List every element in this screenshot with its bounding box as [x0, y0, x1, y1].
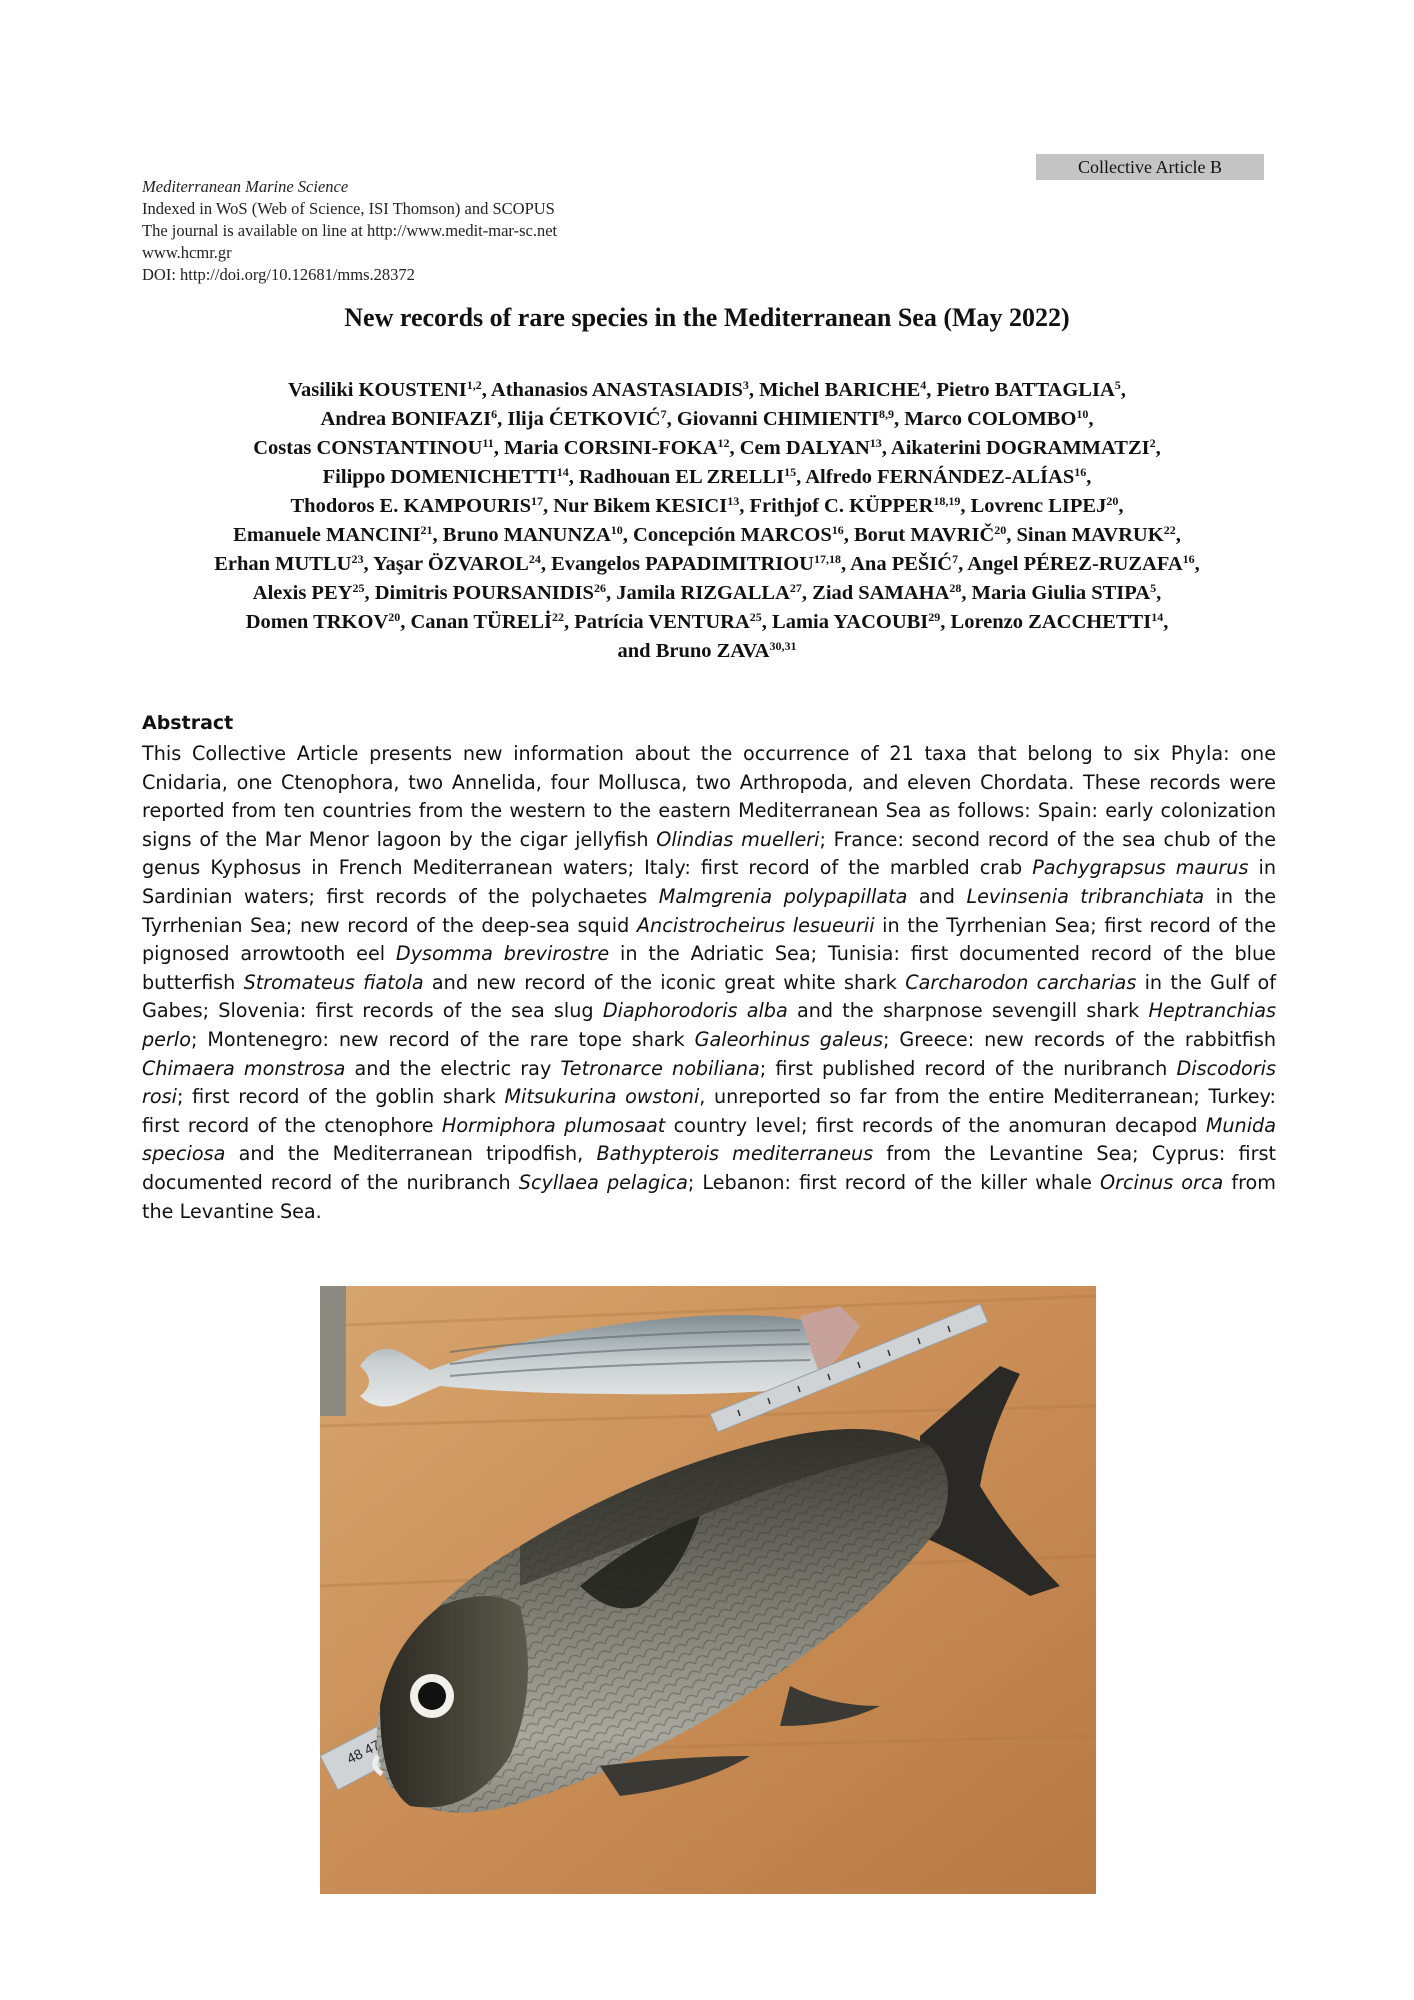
species-name: Heptranchias perlo	[142, 999, 1276, 1051]
species-name: Malmgrenia polypapillata	[658, 884, 908, 908]
species-name: Carcharodon carcharias	[905, 970, 1137, 994]
author-affiliation: 2	[1149, 436, 1156, 450]
author-name: Aikaterini DOGRAMMATZI	[890, 437, 1150, 459]
species-name: Hormiphora plumosaat	[441, 1113, 666, 1137]
author-line: Costas CONSTANTINOU$^{11}$, Maria CORSINI-FOKA$^{12}$, Cem DALYAN$^{13}$, Aikaterini DOGRAMMATZI$^2$,	[253, 436, 1161, 459]
author-affiliation: 13	[869, 436, 882, 450]
author-line: Domen TRKOV$^{20}$, Canan TÜRELİ$^{22}$, Patrícia VENTURA$^{25}$, Lamia YACOUBI$^{29}$, Lorenzo ZACCHETTI$^{14}$,	[245, 610, 1169, 633]
author-affiliation: 16	[1182, 552, 1195, 566]
author-affiliation: 4	[920, 378, 927, 392]
author-affiliation: 16	[1074, 465, 1087, 479]
author-affiliation: 7	[660, 407, 667, 421]
author-conjunction: and	[617, 640, 656, 662]
species-name: Bathypterois mediterraneus	[596, 1142, 874, 1166]
author-affiliation: 11	[482, 436, 494, 450]
author-affiliation: 20	[388, 610, 401, 624]
author-affiliation: 10	[610, 523, 623, 537]
author-name: Canan TÜRELİ	[410, 611, 552, 633]
author-name: Alexis PEY	[252, 582, 353, 604]
author-name: Erhan MUTLU	[214, 553, 352, 575]
author-name: Borut MAVRIČ	[854, 524, 995, 546]
author-affiliation: 3	[742, 378, 749, 392]
author-name: Athanasios ANASTASIADIS	[490, 379, 743, 401]
author-name: Vasiliki KOUSTENI	[288, 379, 467, 401]
article-type-badge: Collective Article B	[1036, 154, 1264, 180]
species-name: Olindias muelleri	[656, 827, 820, 851]
author-affiliation: 8,9	[879, 407, 895, 421]
author-line: Erhan MUTLU$^{23}$, Yaşar ÖZVAROL$^{24}$, Evangelos PAPADIMITRIOU$^{17,18}$, Ana PEŠIĆ$^7$, Angel PÉREZ-RUZAFA$^{16}$,	[214, 552, 1200, 575]
author-name: Thodoros E. KAMPOURIS	[290, 495, 532, 517]
author-name: Sinan MAVRUK	[1016, 524, 1164, 546]
author-line: Alexis PEY$^{25}$, Dimitris POURSANIDIS$^{26}$, Jamila RIZGALLA$^{27}$, Ziad SAMAHA$^{28}$, Maria Giulia STIPA$^5$,	[252, 581, 1162, 604]
author-name: Michel BARICHE	[759, 379, 921, 401]
author-affiliation: 5	[1150, 581, 1157, 595]
author-affiliation: 20	[1106, 494, 1119, 508]
author-affiliation: 26	[593, 581, 606, 595]
species-name: Pachygrapsus maurus	[1032, 856, 1249, 880]
author-affiliation: 25	[749, 610, 762, 624]
author-name: Ziad SAMAHA	[812, 582, 950, 604]
website-link[interactable]: www.hcmr.gr	[142, 243, 232, 262]
author-name: Filippo DOMENICHETTI	[322, 466, 557, 488]
author-affiliation: 14	[556, 465, 569, 479]
species-name: Levinsenia tribranchiata	[966, 884, 1205, 908]
ruler-numbers: 48 47	[344, 1736, 383, 1767]
author-line: Vasiliki KOUSTENI$^{1,2}$, Athanasios ANASTASIADIS$^3$, Michel BARICHE$^4$, Pietro BATTAGLIA$^5$,	[288, 378, 1126, 401]
author-affiliation: 20	[994, 523, 1007, 537]
author-line: Filippo DOMENICHETTI$^{14}$, Radhouan EL ZRELLI$^{15}$, Alfredo FERNÁNDEZ-ALÍAS$^{16}$,	[322, 465, 1092, 488]
author-name: Bruno ZAVA	[655, 640, 770, 662]
author-name: Lamia YACOUBI	[772, 611, 929, 633]
author-line: Andrea BONIFAZI$^6$, Ilija ĆETKOVIĆ$^7$, Giovanni CHIMIENTI$^{8,9}$, Marco COLOMBO$^{10}$,	[320, 407, 1094, 430]
author-affiliation: 22	[1163, 523, 1176, 537]
author-affiliation: 17	[531, 494, 544, 508]
author-affiliation: 16	[831, 523, 844, 537]
author-name: Domen TRKOV	[245, 611, 389, 633]
author-name: Patrícia VENTURA	[574, 611, 750, 633]
journal-name: Mediterranean Marine Science	[142, 177, 349, 196]
author-affiliation: 12	[717, 436, 730, 450]
author-line: Emanuele MANCINI$^{21}$, Bruno MANUNZA$^{10}$, Concepción MARCOS$^{16}$, Borut MAVRIČ$^{20}$, Sinan MAVRUK$^{22}$,	[233, 523, 1181, 546]
article-title: New records of rare species in the Mediterranean Sea (May 2022)	[344, 303, 1070, 332]
author-name: Emanuele MANCINI	[233, 524, 421, 546]
author-name: Lorenzo ZACCHETTI	[950, 611, 1152, 633]
doi-link[interactable]: DOI: http://doi.org/10.12681/mms.28372	[142, 265, 415, 284]
species-name: Stromateus fiatola	[243, 970, 424, 994]
author-name: Nur Bikem KESICI	[553, 495, 728, 517]
author-affiliation: 7	[952, 552, 959, 566]
author-name: Jamila RIZGALLA	[616, 582, 790, 604]
author-affiliation: 18,19	[933, 494, 961, 508]
journal-info	[142, 176, 842, 286]
author-name: Frithjof C. KÜPPER	[749, 495, 934, 517]
fish-photo	[320, 1286, 1096, 1894]
author-name: Angel PÉREZ-RUZAFA	[967, 553, 1183, 575]
author-line: Thodoros E. KAMPOURIS$^{17}$, Nur Bikem KESICI$^{13}$, Frithjof C. KÜPPER$^{18,19}$, Lovrenc LIPEJ$^{20}$,	[290, 494, 1124, 517]
species-name: Orcinus orca	[1100, 1170, 1224, 1194]
author-affiliation: 27	[789, 581, 802, 595]
species-name: Dysomma brevirostre	[395, 942, 610, 966]
author-affiliation: 22	[551, 610, 564, 624]
author-name: Giovanni CHIMIENTI	[676, 408, 880, 430]
author-name: Evangelos PAPADIMITRIOU	[551, 553, 814, 575]
species-name: Munida speciosa	[142, 1113, 1276, 1166]
tray-edge	[320, 1286, 346, 1416]
author-name: Marco COLOMBO	[904, 408, 1077, 430]
species-name: Tetronarce nobiliana	[560, 1056, 760, 1080]
species-name: Ancistrocheirus lesueurii	[636, 913, 875, 937]
author-affiliation: 15	[784, 465, 797, 479]
author-list	[150, 376, 1264, 666]
author-name: Lovrenc LIPEJ	[970, 495, 1107, 517]
author-affiliation: 25	[352, 581, 365, 595]
species-name: Scyllaea pelagica	[518, 1170, 688, 1194]
author-name: Dimitris POURSANIDIS	[374, 582, 594, 604]
author-name: Maria CORSINI-FOKA	[503, 437, 718, 459]
online-line: The journal is available on line at http://www.medit-mar-sc.net	[142, 221, 558, 240]
author-name: Ilija ĆETKOVIĆ	[507, 408, 661, 430]
author-affiliation: 13	[727, 494, 740, 508]
author-affiliation: 24	[528, 552, 541, 566]
author-affiliation: 6	[491, 407, 498, 421]
author-affiliation: 17,18	[814, 552, 841, 566]
author-name: Ana PEŠIĆ	[850, 553, 953, 575]
author-name: Cem DALYAN	[739, 437, 870, 459]
author-name: Radhouan EL ZRELLI	[579, 466, 785, 488]
author-line	[150, 637, 1264, 666]
author-affiliation: 1,2	[466, 378, 482, 392]
author-affiliation: 21	[420, 523, 433, 537]
author-name: Costas CONSTANTINOU	[253, 437, 483, 459]
author-name: Pietro BATTAGLIA	[936, 379, 1115, 401]
species-name: Discodoris rosi	[142, 1056, 1276, 1109]
author-name: Alfredo FERNÁNDEZ-ALÍAS	[805, 466, 1075, 488]
author-affiliation: 28	[949, 581, 962, 595]
indexing-line: Indexed in WoS (Web of Science, ISI Thomson) and SCOPUS	[142, 199, 555, 218]
species-name: Mitsukurina owstoni	[504, 1085, 700, 1109]
species-name: Diaphorodoris alba	[602, 999, 788, 1023]
author-affiliation: 30,31	[769, 639, 797, 653]
author-affiliation: 14	[1151, 610, 1164, 624]
species-name: Galeorhinus galeus	[694, 1027, 884, 1051]
author-affiliation: 23	[351, 552, 364, 566]
author-affiliation: 29	[928, 610, 941, 624]
species-name: Chimaera monstrosa	[142, 1056, 346, 1080]
author-name: Concepción MARCOS	[633, 524, 832, 546]
author-name: Bruno MANUNZA	[442, 524, 611, 546]
author-name: Maria Giulia STIPA	[971, 582, 1151, 604]
author-affiliation: 5	[1114, 378, 1121, 392]
abstract-heading: Abstract	[142, 712, 234, 734]
author-name: Andrea BONIFAZI	[320, 408, 492, 430]
author-affiliation: 10	[1076, 407, 1089, 421]
abstract-text: This Collective Article presents new information about the occurrence of 21 taxa that belong to six Phyla: one Cnidaria, one Ctenophora, two Annelida, four Mollusca, two Arthropoda, and eleven Chordata. These records were reported from ten countries from the western to the eastern Mediterranean Sea as follows: Spain: early colonization signs of the Mar Menor lagoon by the cigar jellyfish Olindias muelleri; France: second record of the sea chub of the genus Kyphosus in French Mediterranean waters; Italy: first record of the marbled crab Pachygrapsus maurus in Sardinian waters; first records of the polychaetes Malmgrenia polypapillata and Levinsenia tribranchiata in the Tyrrhenian Sea; new record of the deep-sea squid Ancistrocheirus lesueurii in the Tyrrhenian Sea; first record of the pignosed arrowtooth eel Dysomma brevirostre in the Adriatic Sea; Tunisia: first documented record of the blue butterfish Stromateus fiatola and new record of the iconic great white shark Carcharodon carcharias in the Gulf of Gabes; Slovenia: first records of the sea slug Diaphorodoris alba and the sharpnose sevengill shark Heptranchias perlo; Montenegro: new record of the rare tope shark Galeorhinus galeus; Greece: new records of the rabbitfish Chimaera monstrosa and the electric ray Tetronarce nobiliana; first published record of the nuribranch Discodoris rosi; first record of the goblin shark Mitsukurina owstoni, unreported so far from the entire Mediterranean; Turkey: first record of the ctenophore Hormiphora plumosaat country level; first records of the anomuran decapod Munida speciosa and the Mediterranean tripodfish, Bathypterois mediterraneus from the Levantine Sea; Cyprus: first documented record of the nuribranch Scyllaea pelagica; Lebanon: first record of the killer whale Orcinus orca from the Levantine Sea.	[142, 742, 1277, 1223]
author-name: Yaşar ÖZVAROL	[372, 553, 529, 575]
